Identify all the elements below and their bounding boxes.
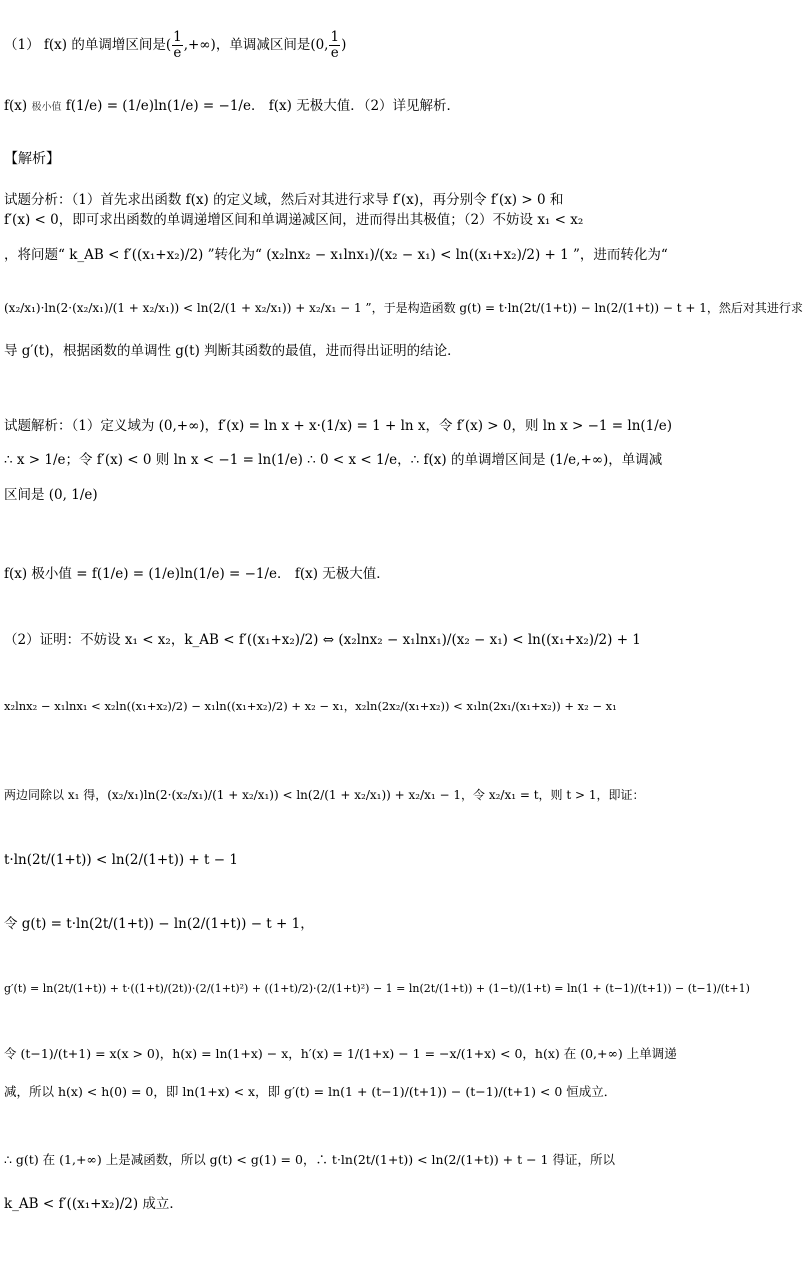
analysis-heading: 【解析】 [4, 151, 60, 167]
solution-min-line: f(x) 极小值 = f(1/e) = (1/e)ln(1/e) = −1/e． f(x) 无极大值． [4, 566, 390, 582]
solution-label: 试题解析： [4, 418, 72, 434]
analysis-label: 试题分析： [4, 192, 72, 208]
fraction-1-over-e-2: $\frac{1}{e}$ [330, 29, 340, 61]
no-max-text: f(x) 无极大值．（2）详见解析． [268, 98, 461, 114]
conclusion-line-2: k_AB < f′((x₁+x₂)/2) 成立． [4, 1196, 183, 1212]
proof-divide-line: 两边同除以 x₁ 得，(x₂/x₁)ln(2·(x₂/x₁)/(1 + x₂/x₁)) < ln(2/(1 + x₂/x₁)) + x₂/x₁ − 1，令 x₂/x₁ = t，则 t > 1，即证： [4, 788, 645, 802]
answer-line-1: （1） f(x) 的单调增区间是( $\frac{1}{e}$ ,+∞)，单调减区间是(0, $\frac{1}{e}$ ) [4, 29, 347, 61]
min-value-label: 极小值 [31, 102, 62, 113]
g-derivative-line: g′(t) = ln(2t/(1+t)) + t·((1+t)/(2t))·(2/(1+t)²) + ((1+t)/2)·(2/(1+t)²) − 1 = ln(2t/(1+t)) + (1−t)/(1+t) = ln(1 + (t−1)/(t+1)) − (t−1)/(t+1) [4, 982, 750, 995]
solution-section: 试题解析：（1）定义域为 (0,+∞)，f′(x) = ln x + x·(1/x) = 1 + ln x，令 f′(x) > 0，则 ln x > −1 = ln(1/e) ∴ x > 1/e；令 f′(x) < 0 则 ln x < −1 = ln(1/e) ∴ 0 < x < 1/e，∴ f(x) 的单调增区间是 (1/e,+∞)，单调减 区间是 (0, 1/e) [4, 418, 673, 503]
answer-line-2: f(x) 极小值 f(1/e) = (1/e)ln(1/e) = −1/e． f(x) 无极大值．（2）详见解析． [4, 98, 461, 114]
conclusion-line-1: ∴ g(t) 在 (1,+∞) 上是减函数，所以 g(t) < g(1) = 0，∴ t·ln(2t/(1+t)) < ln(2/(1+t)) + t − 1 得证，所以 [4, 1152, 615, 1167]
answer-part1-prefix: （1） f(x) 的单调增区间是 [4, 36, 166, 53]
proof-target-inequality: t·ln(2t/(1+t)) < ln(2/(1+t)) + t − 1 [4, 852, 238, 868]
proof-setup-line: （2）证明：不妨设 x₁ < x₂，k_AB < f′((x₁+x₂)/2) ⇔ (x₂lnx₂ − x₁lnx₁)/(x₂ − x₁) < ln((x₁+x₂)/2) + 1 [4, 632, 641, 648]
h-function-line-1: 令 (t−1)/(t+1) = x(x > 0)，h(x) = ln(1+x) − x，h′(x) = 1/(1+x) − 1 = −x/(1+x) < 0，h(x) 在 (0,+∞) 上单调递 [4, 1046, 677, 1061]
min-value-expr: f(1/e) = (1/e)ln(1/e) = −1/e [65, 98, 251, 114]
proof-expansion-line: x₂lnx₂ − x₁lnx₁ < x₂ln((x₁+x₂)/2) − x₁ln((x₁+x₂)/2) + x₂ − x₁，x₂ln(2x₂/(x₁+x₂)) < x₁ln(2x₁/(x₁+x₂)) + x₂ − x₁ [4, 699, 617, 713]
h-function-line-2: 减，所以 h(x) < h(0) = 0，即 ln(1+x) < x，即 g′(t) = ln(1 + (t−1)/(t+1)) − (t−1)/(t+1) < 0 恒成立． [4, 1084, 617, 1099]
define-g-line: 令 g(t) = t·ln(2t/(1+t)) − ln(2/(1+t)) − t + 1， [4, 916, 314, 932]
analysis-section: 试题分析：（1）首先求出函数 f(x) 的定义域，然后对其进行求导 f′(x)，再分别令 f′(x) > 0 和 f′(x) < 0，即可求出函数的单调递增区间和单调递减区间，进而得出其极值；（2）不妨设 x₁ < x₂ ，将问题“ k_AB < f′((x₁+x₂)/2) ”转化为“ (x₂lnx₂ − x₁lnx₁)/(x₂ − x₁) < ln((x₁+x₂)/2) + 1 ”，进而转化为“ (x₂/x₁)·ln(2·(x₂/x₁)/(1 + x₂/x₁)) < ln(2/(1 + x₂/x₁)) + x₂/x₁ − 1 ”，于是构造函数 g(t) = t·ln(2t/(1+t)) − ln(2/(1+t)) − t + 1，然后对其进行求 导 g′(t)，根据函数的单调性 g(t) 判断其函数的最值，进而得出证明的结论． [4, 192, 803, 359]
fraction-1-over-e: $\frac{1}{e}$ [173, 29, 182, 61]
